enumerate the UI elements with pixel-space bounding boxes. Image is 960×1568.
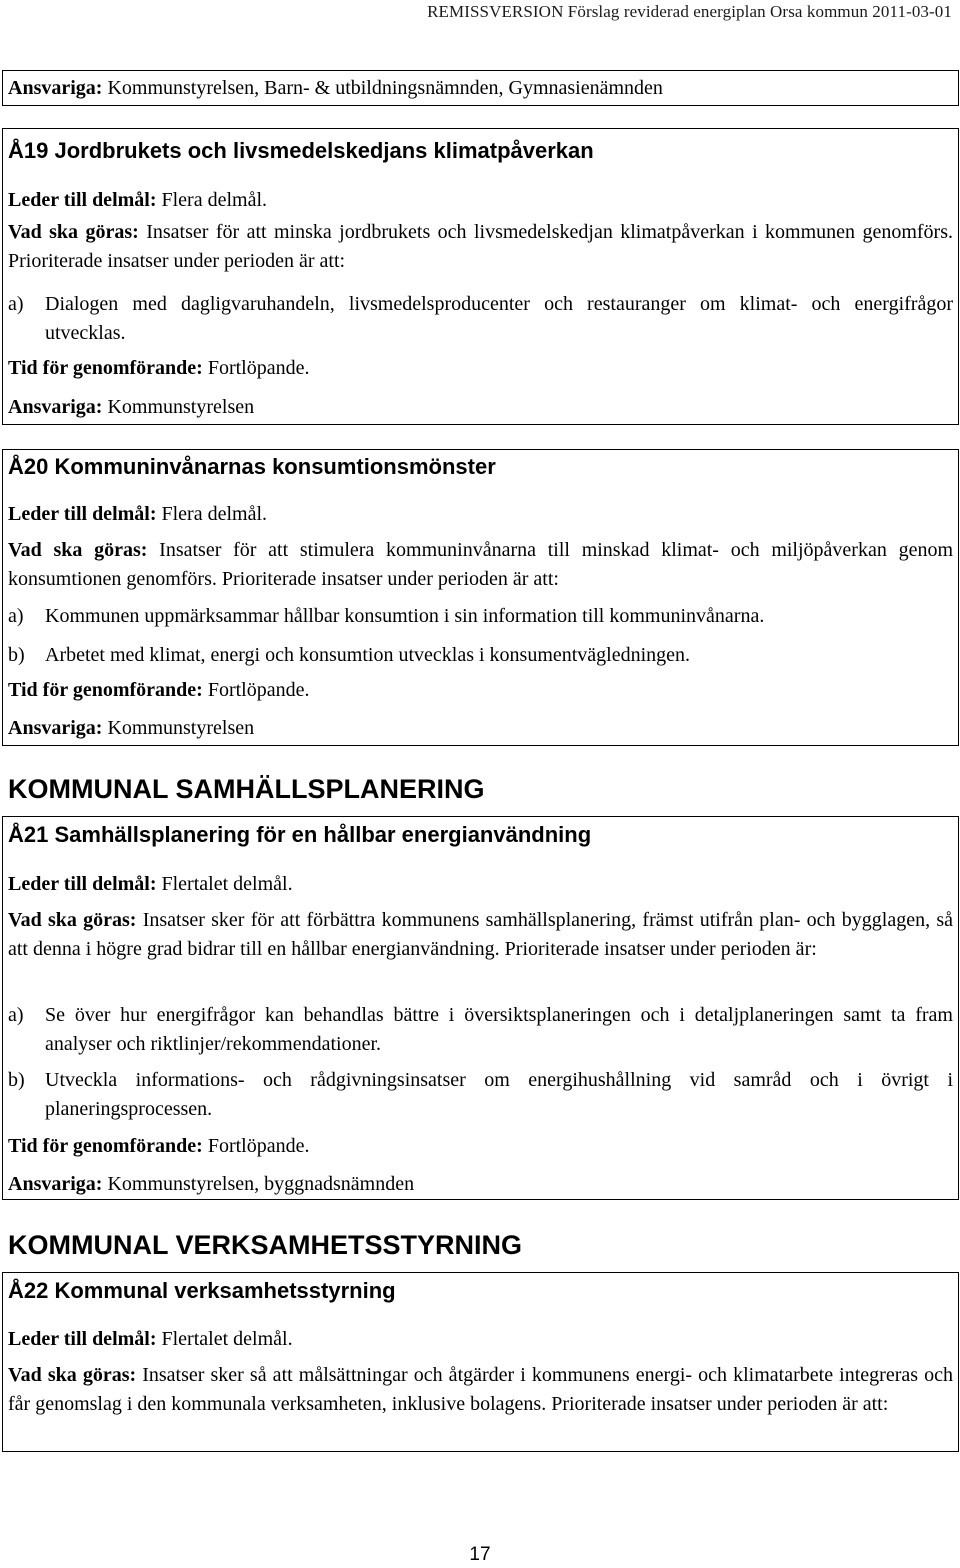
- a21-vad: [8, 906, 953, 964]
- leder-label: Leder till delmål:: [8, 1328, 157, 1350]
- tid-text: Fortlöpande.: [202, 1135, 310, 1157]
- leder-label: Leder till delmål:: [8, 503, 157, 525]
- leder-text: Flera delmål.: [156, 189, 268, 211]
- vad-label: Vad ska göras:: [8, 909, 137, 931]
- a19-vad: [8, 218, 953, 276]
- leder-text: Flera delmål.: [156, 503, 268, 525]
- a22-leder: [8, 1325, 293, 1354]
- a20-leder: [8, 500, 267, 529]
- item-text: Utveckla informations- och rådgivningsinsatser om energihushållning vid samråd och i övrigt i planeringsprocessen.: [45, 1069, 953, 1120]
- top-ansvariga: [8, 74, 663, 103]
- vad-label: Vad ska göras:: [8, 1364, 137, 1386]
- vad-label: Vad ska göras:: [8, 221, 139, 243]
- ansvariga-text: Kommunstyrelsen: [102, 396, 255, 418]
- a21-title: Å21 Samhällsplanering för en hållbar energianvändning: [8, 822, 592, 847]
- vad-label: Vad ska göras:: [8, 539, 148, 561]
- ansvariga-text: Kommunstyrelsen, Barn- & utbildningsnämnden, Gymnasienämnden: [102, 77, 663, 99]
- section-heading-verksamhetsstyrning: KOMMUNAL VERKSAMHETSSTYRNING: [8, 1230, 523, 1260]
- tid-text: Fortlöpande.: [202, 679, 310, 701]
- leder-label: Leder till delmål:: [8, 873, 157, 895]
- item-label: a): [8, 293, 24, 315]
- leder-text: Flertalet delmål.: [156, 1328, 293, 1350]
- a22-vad: [8, 1361, 953, 1419]
- a20-item-b: [8, 641, 953, 670]
- ansvariga-text: Kommunstyrelsen, byggnadsnämnden: [102, 1173, 415, 1195]
- item-text: Arbetet med klimat, energi och konsumtion utvecklas i konsumentvägledningen.: [45, 644, 691, 666]
- a20-item-a: [8, 602, 953, 631]
- a21-item-a: [8, 1001, 953, 1059]
- a20-ansvariga: [8, 714, 254, 743]
- ansvariga-label: Ansvariga:: [8, 77, 103, 99]
- ansvariga-text: Kommunstyrelsen: [102, 717, 255, 739]
- section-heading-samhallsplanering: KOMMUNAL SAMHÄLLSPLANERING: [8, 774, 485, 804]
- a21-item-b: [8, 1066, 953, 1124]
- tid-label: Tid för genomförande:: [8, 679, 203, 701]
- ansvariga-label: Ansvariga:: [8, 1173, 103, 1195]
- tid-label: Tid för genomförande:: [8, 1135, 203, 1157]
- ansvariga-label: Ansvariga:: [8, 396, 103, 418]
- item-label: b): [8, 1069, 25, 1091]
- ansvariga-label: Ansvariga:: [8, 717, 103, 739]
- a19-title: Å19 Jordbrukets och livsmedelskedjans klimatpåverkan: [8, 138, 594, 163]
- a20-tid: [8, 676, 309, 705]
- vad-text: Insatser för att stimulera kommuninvånarna till minskad klimat- och miljöpåverkan genom konsumtionen genomförs. Prioriterade insatser under perioden är att:: [8, 539, 953, 590]
- tid-label: Tid för genomförande:: [8, 357, 203, 379]
- a20-vad: [8, 536, 953, 594]
- a19-leder: [8, 186, 267, 215]
- item-text: Se över hur energifrågor kan behandlas bättre i översiktsplaneringen och i detaljplaneringen samt ta fram analyser och riktlinjer/rekommendationer.: [45, 1004, 953, 1055]
- running-header: REMISSVERSION Förslag reviderad energiplan Orsa kommun 2011-03-01: [427, 2, 952, 21]
- item-text: Kommunen uppmärksammar hållbar konsumtion i sin information till kommuninvånarna.: [45, 605, 765, 627]
- a19-item-a: [8, 290, 953, 348]
- a19-ansvariga: [8, 393, 254, 422]
- vad-text: Insatser för att minska jordbrukets och livsmedelskedjan klimatpåverkan i kommunen genomförs. Prioriterade insatser under perioden är att:: [8, 221, 953, 272]
- item-label: a): [8, 605, 24, 627]
- vad-text: Insatser sker så att målsättningar och åtgärder i kommunens energi- och klimatarbete integreras och får genomslag i den kommunala verksamheten, inklusive bolagens. Prioriterade insatser under perioden är att:: [8, 1364, 953, 1415]
- leder-label: Leder till delmål:: [8, 189, 157, 211]
- a21-ansvariga: [8, 1170, 414, 1199]
- vad-text: Insatser sker för att förbättra kommunens samhällsplanering, främst utifrån plan- och bygglagen, så att denna i högre grad bidrar till en hållbar energianvändning. Prioriterade insatser under perioden är:: [8, 909, 953, 960]
- a21-leder: [8, 870, 293, 899]
- a21-tid: [8, 1132, 309, 1161]
- leder-text: Flertalet delmål.: [156, 873, 293, 895]
- page-number: 17: [469, 1544, 491, 1565]
- item-text: Dialogen med dagligvaruhandeln, livsmedelsproducenter och restauranger om klimat- och energifrågor utvecklas.: [45, 293, 953, 344]
- item-label: b): [8, 644, 25, 666]
- a22-title: Å22 Kommunal verksamhetsstyrning: [8, 1278, 396, 1303]
- a19-tid: [8, 354, 309, 383]
- item-label: a): [8, 1004, 24, 1026]
- tid-text: Fortlöpande.: [202, 357, 310, 379]
- a20-title: Å20 Kommuninvånarnas konsumtionsmönster: [8, 454, 496, 479]
